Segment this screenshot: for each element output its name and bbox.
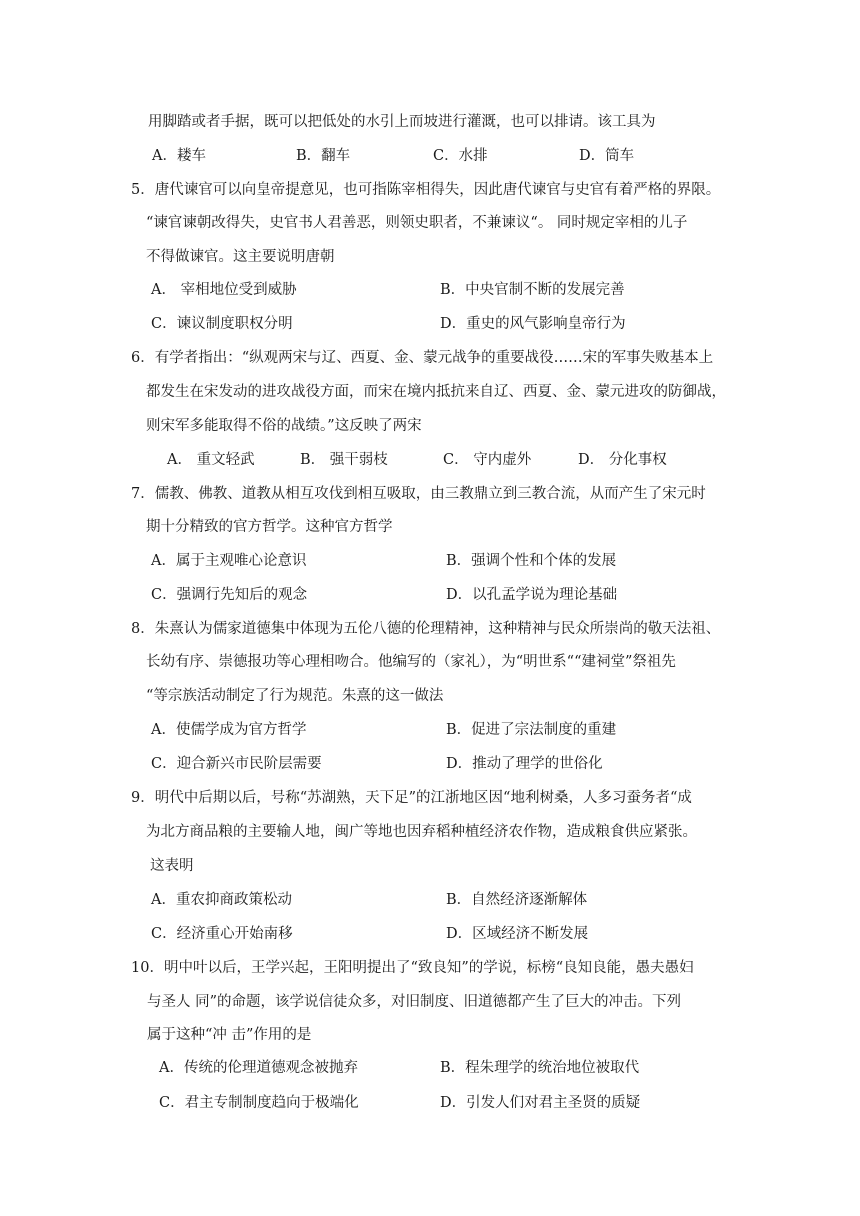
q4-stem-continuation: 用脚踏或者手据，既可以把低处的水引上而坡进行灌溉，也可以排请。该工具为	[148, 114, 656, 130]
q10-stem-line-3: 属于这种“冲 击”作用的是	[147, 1027, 312, 1043]
q10-option-b[interactable]: B．程朱理学的统治地位被取代	[440, 1060, 640, 1076]
q5-stem-line-3: 不得做谏官。这主要说明唐朝	[146, 249, 335, 265]
q7-stem-line-2: 期十分精致的官方哲学。这种官方哲学	[146, 519, 393, 535]
q4-option-c[interactable]: C．水排	[433, 148, 488, 164]
q4-option-b[interactable]: B．翻车	[296, 148, 351, 164]
q6-stem-line-3: 则宋军多能取得不俗的战绩。”这反映了两宋	[146, 418, 422, 434]
q5-option-b[interactable]: B．中央官制不断的发展完善	[440, 282, 625, 298]
q7-stem-line-1: 7．儒教、佛教、道教从相互攻伐到相互吸取，由三教鼎立到三教合流，从而产生了宋元时	[131, 486, 706, 502]
q9-option-a[interactable]: A．重农抑商政策松动	[151, 892, 292, 908]
q8-stem-line-3: “等宗族活动制定了行为规范。朱熹的这一做法	[146, 688, 444, 704]
q9-stem-line-1: 9．明代中后期以后，号称“苏湖熟，天下足”的江浙地区因“地利树桑，人多习蚕务者“成	[131, 790, 692, 806]
q8-option-a[interactable]: A．使儒学成为官方哲学	[151, 722, 307, 738]
q5-option-d[interactable]: D．重史的风气影响皇帝行为	[440, 316, 626, 332]
q8-stem-line-1: 8．朱熹认为儒家道德集中体现为五伦八德的伦理精神，这种精神与民众所崇尚的敬天法祖、	[131, 621, 721, 637]
q9-stem-line-2: 为北方商品粮的主要输人地，闽广等地也因弃稻种植经济农作物，造成粮食供应紧张。	[146, 824, 697, 840]
q9-option-c[interactable]: C．经济重心开始南移	[151, 926, 293, 942]
q10-stem-line-2: 与圣人 同”的命题，该学说信徒众多，对旧制度、旧道德都产生了巨大的冲击。下列	[147, 994, 682, 1010]
q4-option-a[interactable]: A．耧车	[152, 148, 206, 164]
q8-option-d[interactable]: D．推动了理学的世俗化	[446, 756, 603, 772]
q10-option-a[interactable]: A．传统的伦理道德观念被抛弃	[159, 1060, 358, 1076]
q4-option-d[interactable]: D．筒车	[579, 148, 635, 164]
q5-stem-line-1: 5．唐代谏官可以向皇帝提意见，也可指陈宰相得失，因此唐代谏官与史官有着严格的界限。	[131, 182, 721, 198]
q10-stem-line-1: 10．明中叶以后，王学兴起，王阳明提出了“致良知”的学说，标榜“良知良能，愚夫愚妇	[131, 960, 694, 976]
q10-option-c[interactable]: C．君主专制制度趋向于极端化	[159, 1095, 359, 1111]
q5-option-c[interactable]: C．谏议制度职权分明	[151, 316, 293, 332]
q8-option-b[interactable]: B．促进了宗法制度的重建	[446, 722, 617, 738]
q7-option-a[interactable]: A．属于主观唯心论意识	[151, 553, 307, 569]
q6-option-a[interactable]: A． 重文轻武	[167, 452, 255, 468]
q6-stem-line-2: 都发生在宋发动的进攻战役方面，而宋在境内抵抗来自辽、西夏、金、蒙元进攻的防御战，	[146, 384, 726, 400]
q9-option-b[interactable]: B．自然经济逐渐解体	[446, 892, 588, 908]
q6-option-d[interactable]: D． 分化事权	[578, 452, 667, 468]
q7-option-b[interactable]: B．强调个性和个体的发展	[446, 553, 617, 569]
q7-option-c[interactable]: C．强调行先知后的观念	[151, 587, 308, 603]
q9-option-d[interactable]: D．区域经济不断发展	[446, 926, 589, 942]
q8-option-c[interactable]: C．迎合新兴市民阶层需要	[151, 756, 322, 772]
q7-option-d[interactable]: D．以孔孟学说为理论基础	[446, 587, 618, 603]
q9-stem-line-3: 这表明	[150, 858, 194, 874]
q6-stem-line-1: 6．有学者指出：“纵观两宋与辽、西夏、金、蒙元战争的重要战役……宋的军事失败基本上	[131, 350, 714, 366]
q6-option-c[interactable]: C． 守内虚外	[443, 452, 532, 468]
q6-option-b[interactable]: B． 强干弱枝	[300, 452, 388, 468]
q5-stem-line-2: “谏官谏朝改得失，史官书人君善恶，则领史职者，不兼谏议“。 同时规定宰相的儿子	[146, 215, 688, 231]
q8-stem-line-2: 长幼有序、崇德报功等心理相吻合。他编写的（家礼），为“明世系““建祠堂”祭祖先	[146, 654, 676, 670]
q5-option-a[interactable]: A． 宰相地位受到威胁	[151, 282, 297, 298]
q10-option-d[interactable]: D．引发人们对君主圣贤的质疑	[440, 1095, 641, 1111]
